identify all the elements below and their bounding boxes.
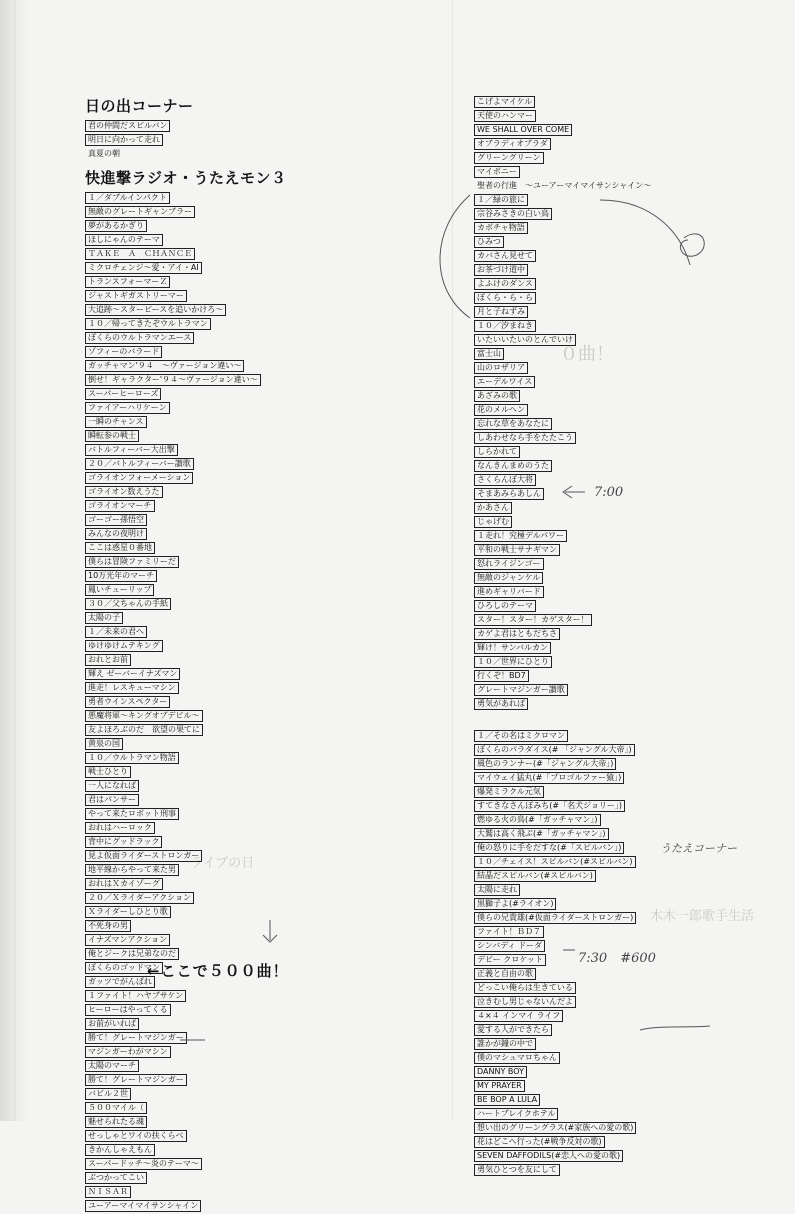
song-entry: 花のメルヘン — [474, 404, 528, 416]
song-entry: 黒獅子よ(#ライオン) — [474, 898, 556, 910]
song-entry: グレートマジンガー讃歌 — [474, 684, 568, 696]
song-entry: ３０／父ちゃんの手紙 — [85, 598, 171, 610]
song-entry: ジャストギガストリーマー — [85, 290, 187, 302]
song-entry: 倒せ！ギャラクター'９４～ヴァージョン違い～ — [85, 374, 261, 386]
song-entry: きかんしゃえもん — [85, 1144, 155, 1156]
song-entry: 勇者ウインスペクター — [85, 696, 170, 708]
song-entry: ぼくら・ら・ら — [474, 292, 536, 304]
song-entry: ぼくらのゴッドマン — [85, 962, 163, 974]
song-entry: 進めギャリバード — [474, 586, 544, 598]
song-entry: 不死身の男 — [85, 920, 131, 932]
song-entry: 進走！レスキューマシン — [85, 682, 179, 694]
song-entry: やって来たロボット刑事 — [85, 808, 179, 820]
song-entry: 爆発ミラクル元気 — [474, 786, 544, 798]
song-entry: 太陽のマーチ — [85, 1060, 139, 1072]
song-entry: カゲよ君はともだちさ — [474, 628, 560, 640]
song-entry: １走れ！究極デルパワー — [474, 530, 567, 542]
song-entry: 君はパンサー — [85, 794, 139, 806]
song-entry: 明日に向かって走れ — [85, 134, 163, 146]
song-entry: １／未来の君へ — [85, 626, 147, 638]
song-entry: 想い出のグリーングラス(#家族への愛の歌) — [474, 1122, 636, 1134]
song-entry: ぼくらのウルトラマンエース — [85, 332, 194, 344]
song-entry: カボチャ物語 — [474, 222, 528, 234]
song-entry: エーデルワイス — [474, 376, 535, 388]
arrow-down-mark — [263, 920, 277, 942]
song-entry: 戦士ひとり — [85, 766, 131, 778]
song-entry: 君の仲間だスピルバン — [85, 120, 170, 132]
song-entry: おれとお前 — [85, 654, 131, 666]
song-entry: ゆけゆけムテキング — [85, 640, 163, 652]
song-entry: オブラディオブラダ — [474, 138, 551, 150]
song-entry: 魅せられたる魂 — [85, 1116, 147, 1128]
handwritten-corner-label: うたえコーナー — [660, 842, 737, 855]
song-entry: よふけのダンス — [474, 278, 536, 290]
song-entry: お茶づけ道中 — [474, 264, 528, 276]
song-entry: 月と子ねずみ — [474, 306, 528, 318]
song-entry: ５００マイル（ — [85, 1102, 147, 1114]
song-entry: 大鷲は高く飛ぶ(#「ガッチャマン」) — [474, 828, 609, 840]
bleed-through-text: ライブの日 — [190, 856, 255, 871]
song-entry: Ｘライダーしひとり歌 — [85, 906, 171, 918]
song-entry: １０／帰ってきたぞウルトラマン — [85, 318, 211, 330]
song-entry: グリーングリーン — [474, 152, 544, 164]
song-entry: 無敵のグレートギャンブラー — [85, 206, 195, 218]
song-entry: １／その名はミクロマン — [474, 730, 568, 742]
song-entry: ゴライオンマーチ — [85, 500, 155, 512]
section-title-sunrise-corner: 日の出コーナー — [85, 97, 194, 115]
section-title-radio-show: 快進撃ラジオ・うたえモン３ — [85, 169, 287, 187]
song-entry: じゃげむ — [474, 516, 512, 528]
song-entry: １／緑の旅に — [474, 194, 528, 206]
milestone-note: ←ここで５００曲！ — [147, 962, 289, 980]
song-entry: マイボニー — [474, 166, 520, 178]
song-entry: ミクロチェンジ～愛・アイ・AI — [85, 262, 202, 274]
song-entry: デビー クロケット — [474, 954, 546, 966]
song-entry: お前がいれば — [85, 1018, 139, 1030]
song-entry: 勝て！グレートマジンガー — [85, 1032, 187, 1044]
song-entry: 10万光年のマーチ — [85, 570, 157, 582]
song-entry: １／ダブルインパクト — [85, 192, 170, 204]
song-entry: あざみの歌 — [474, 390, 520, 402]
song-entry: 天使のハンマー — [474, 110, 536, 122]
song-entry: 忘れな草をあなたに — [474, 418, 552, 430]
song-entry: ヒーローはやってくる — [85, 1004, 171, 1016]
song-entry: 見よ仮面ライダーストロンガー — [85, 850, 202, 862]
bracket-curve — [600, 200, 690, 265]
song-entry: なんきんまめのうた — [474, 460, 552, 472]
song-entry: スーパーヒーローズ — [85, 388, 161, 400]
song-entry: 輝え ゼーバーイナズマン — [85, 668, 180, 680]
song-entry: トランスフォーマーＺ — [85, 276, 170, 288]
song-entry: 愛する人ができたら — [474, 1024, 552, 1036]
song-entry: １ファイト！ハヤブサケン — [85, 990, 186, 1002]
song-entry: WE SHALL OVER COME — [474, 124, 572, 136]
song-entry: 地平線からやって来た男 — [85, 864, 179, 876]
song-entry: しあわせなら手をたたこう — [474, 432, 576, 444]
handwritten-time-730: 7:30 #600 — [578, 951, 656, 966]
song-entry: 聖者の行進 ～ユーアーマイマイサンシャイン～ — [477, 181, 652, 190]
song-entry: 勇気ひとつを友にして — [474, 1164, 560, 1176]
song-entry: 泣きむし男じゃないんだよ — [474, 996, 576, 1008]
song-entry: 友よほろぶのだ 欲望の果てに — [85, 724, 203, 736]
song-entry: 背中にグッドラック — [85, 836, 162, 848]
song-entry: ゴーゴー孫悟空 — [85, 514, 147, 526]
song-entry: １０／ウルトラマン物語 — [85, 752, 179, 764]
song-entry: 無敵のジャンケル — [474, 572, 543, 584]
scribble-mark — [680, 234, 704, 256]
song-entry: １０／世界にひとり — [474, 656, 552, 668]
song-entry: こげよマイケル — [474, 96, 535, 108]
song-entry: ゴライオンフォーメーション — [85, 472, 193, 484]
song-entry: 鳳いチューリップ — [85, 584, 154, 596]
song-entry: 誰かが鐘の中で — [474, 1038, 536, 1050]
song-entry: 怒れライジンゴー — [474, 558, 544, 570]
song-entry: 俺とジークは兄弟なのだ — [85, 948, 179, 960]
song-entry: そまあみらあしん — [474, 488, 544, 500]
song-entry: 一人になれば — [85, 780, 139, 792]
song-entry: ファイト！ＢＤ７ — [474, 926, 544, 938]
song-entry: ２０／バトルフィーバー讃歌 — [85, 458, 194, 470]
song-entry: 結晶だスピルバン(#スピルバン) — [474, 870, 596, 882]
song-entry: MY PRAYER — [474, 1080, 525, 1092]
song-entry: 行くぞ！BD7 — [474, 670, 529, 682]
song-entry: すてきなさんぽみち(#「名犬ジョリー」) — [474, 800, 625, 812]
arrow-mark-700 — [563, 486, 585, 498]
song-entry: ガッチャマン'９４ ～ヴァージョン違い～ — [85, 360, 244, 372]
song-entry: せっしゃとワイの扶くらべ — [85, 1130, 187, 1142]
song-entry: １０／汐まねき — [474, 320, 536, 332]
song-entry: カバさん見せて — [474, 250, 536, 262]
song-entry: 燃ゆる火の鳥(#「ガッチャマン」) — [474, 814, 601, 826]
song-entry: DANNY BOY — [474, 1066, 527, 1078]
song-entry: 大追跡～スターピースを追いかけろ～ — [85, 304, 226, 316]
song-entry: 富士山 — [474, 348, 504, 360]
song-entry: ファイアーハリケーン — [85, 402, 170, 414]
bleed-through-text: 木木一郎歌手生活 — [650, 909, 755, 924]
song-entry: 山のロザリア — [474, 362, 528, 374]
song-entry: 夢があるかぎり — [85, 220, 147, 232]
song-entry: 宗谷みさきの白い鳥 — [474, 208, 552, 220]
bleed-through-text: ０曲！ — [560, 344, 614, 365]
song-entry: ほしにゃんのテーマ — [85, 234, 163, 246]
song-entry: ぼくらのパラダイス(# 「ジャングル大帝」) — [474, 744, 635, 756]
song-entry: おれはハーロック — [85, 822, 155, 834]
song-entry: さくらんぼ大将 — [474, 474, 536, 486]
song-entry: 黄泉の国 — [85, 738, 123, 750]
song-entry: ひろしのテーマ — [474, 600, 536, 612]
song-entry: おれはＸカイゾーグ — [85, 878, 163, 890]
song-entry: 輝け！サンバルカン — [474, 642, 551, 654]
song-entry: バビル２世 — [85, 1088, 131, 1100]
song-entry: シンバディ ドーダ — [474, 940, 545, 952]
song-entry: マイウェイ猛丸(#「プロゴルファー猿」) — [474, 772, 624, 784]
song-entry: スター！スター！カゲスター！ — [474, 614, 592, 626]
handwritten-time-700: 7:00 — [594, 485, 624, 500]
song-entry: １０／チェイス！スピルバン(#スピルバン) — [474, 856, 636, 868]
song-entry: かあさん — [474, 502, 512, 514]
song-entry: 太陽に走れ — [474, 884, 520, 896]
bracket-mark — [440, 195, 470, 318]
song-entry: 瞬転参の戦士 — [85, 430, 139, 442]
song-entry: 勇気があれば — [474, 698, 528, 710]
song-entry: 花はどこへ行った(#戦争反対の歌) — [474, 1136, 605, 1148]
song-entry: ４×４ インマイ ライフ — [474, 1010, 563, 1022]
song-entry: ＮＩＳＡＲ — [85, 1186, 131, 1198]
song-entry: 真夏の朝 — [88, 149, 120, 158]
song-entry: ＴＡＫＥ Ａ ＣＨＡＮＣＥ — [85, 248, 195, 260]
song-entry: ゾフィーのバラード — [85, 346, 162, 358]
song-entry: 俺の怒りに手をだすな(#「スピルバン」) — [474, 842, 624, 854]
song-entry: 正義と自由の歌 — [474, 968, 536, 980]
song-entry: 勝て！グレートマジンガー — [85, 1074, 187, 1086]
song-entry: ガッツでがんばれ — [85, 976, 155, 988]
song-entry: いたいいたいのとんでいけ — [474, 334, 576, 346]
song-entry: しらかれて — [474, 446, 520, 458]
song-entry: 風色のランナー(#「ジャングル大帝」) — [474, 758, 616, 770]
song-entry: ここは惑星０番地 — [85, 542, 155, 554]
song-entry: ゴライオン数えうた — [85, 486, 163, 498]
song-entry: スーパードッチ～炎のテーマ～ — [85, 1158, 202, 1170]
song-entry: バトルフィーバー大出撃 — [85, 444, 178, 456]
song-entry: 太陽の子 — [85, 612, 123, 624]
song-entry: BE BOP A LULA — [474, 1094, 540, 1106]
song-entry: 平和の戦士サナギマン — [474, 544, 560, 556]
song-entry: マジンガーわがマシン — [85, 1046, 171, 1058]
song-entry: ユーアーマイマイサンシャイン — [85, 1200, 201, 1212]
song-entry: 僕らの兄貴雄(#仮面ライダーストロンガー) — [474, 912, 636, 924]
song-entry: どっこい俺らは生きている — [474, 982, 576, 994]
song-entry: ２０／Ｘライダーアクション — [85, 892, 194, 904]
song-entry: ぶつかってこい — [85, 1172, 147, 1184]
song-entry: イナズマンアクション — [85, 934, 170, 946]
underline-scribble — [640, 1026, 710, 1030]
song-entry: みんなの夜明け — [85, 528, 147, 540]
song-entry: SEVEN DAFFODILS(#恋人への愛の歌) — [474, 1150, 623, 1162]
song-entry: 僕のマシュマロちゃん — [474, 1052, 560, 1064]
song-entry: ひみつ — [474, 236, 504, 248]
song-entry: 一瞬のチャンス — [85, 416, 147, 428]
song-entry: 悪魔将軍～キングオブデビル～ — [85, 710, 203, 722]
song-entry: ハートブレイクホテル — [474, 1108, 558, 1120]
song-entry: 僕らは冒険ファミリーだ — [85, 556, 179, 568]
